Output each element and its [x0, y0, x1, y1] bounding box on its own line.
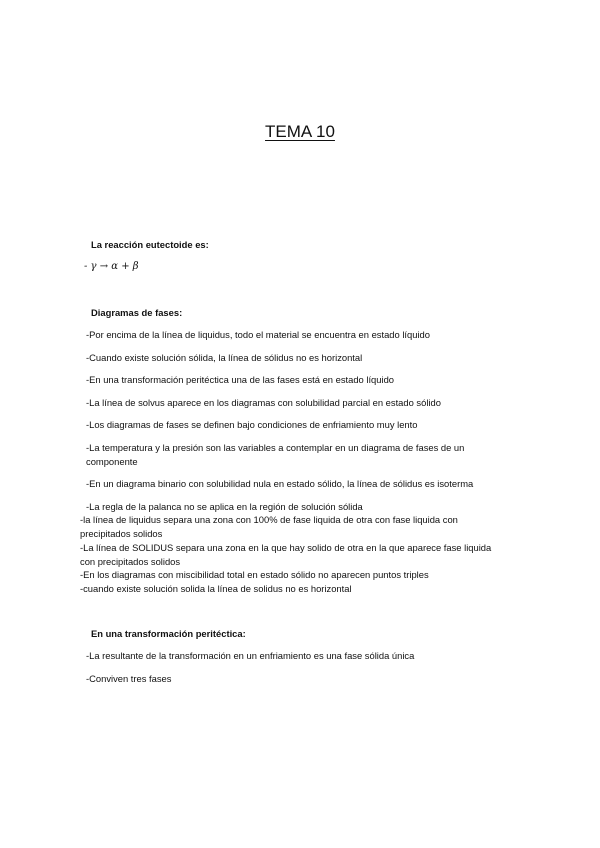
list-item: -La resultante de la transformación en un enfriamiento es una fase sólida única [86, 650, 415, 661]
list-item: -Conviven tres fases [86, 673, 172, 684]
list-item: -En un diagrama binario con solubilidad nula en estado sólido, la línea de sólidus es isoterma [86, 478, 474, 489]
section-diagramas-heading: Diagramas de fases: [91, 307, 183, 318]
list-item: -La regla de la palanca no se aplica en la región de solución sólida [86, 501, 363, 512]
list-item: precipitados solidos [80, 528, 163, 539]
list-item: -la línea de liquidus separa una zona con 100% de fase liquida de otra con fase liquida con [80, 514, 458, 525]
list-item: -cuando existe solución solida la línea de solidus no es horizontal [80, 583, 352, 594]
list-item: componente [86, 456, 138, 467]
list-item: -La línea de SOLIDUS separa una zona en la que hay solido de otra en la que aparece fase liquida [80, 542, 492, 553]
page-title: TEMA 10 [265, 122, 335, 141]
eutectoid-formula: - γ → α + β [84, 261, 139, 272]
list-item: -La línea de solvus aparece en los diagramas con solubilidad parcial en estado sólido [86, 397, 441, 408]
list-item: -En una transformación peritéctica una de las fases está en estado líquido [86, 374, 394, 385]
section-peritectica-heading: En una transformación peritéctica: [91, 628, 246, 639]
section-eutectoid-heading: La reacción eutectoide es: [91, 239, 209, 250]
list-item: -Los diagramas de fases se definen bajo condiciones de enfriamiento muy lento [86, 419, 418, 430]
list-item: -La temperatura y la presión son las variables a contemplar en un diagrama de fases de un [86, 442, 465, 453]
list-item: con precipitados solidos [80, 556, 181, 567]
list-item: -Por encima de la línea de liquidus, todo el material se encuentra en estado líquido [86, 329, 430, 340]
list-item: -En los diagramas con miscibilidad total en estado sólido no aparecen puntos triples [80, 569, 429, 580]
list-item: -Cuando existe solución sólida, la línea de sólidus no es horizontal [86, 352, 363, 363]
